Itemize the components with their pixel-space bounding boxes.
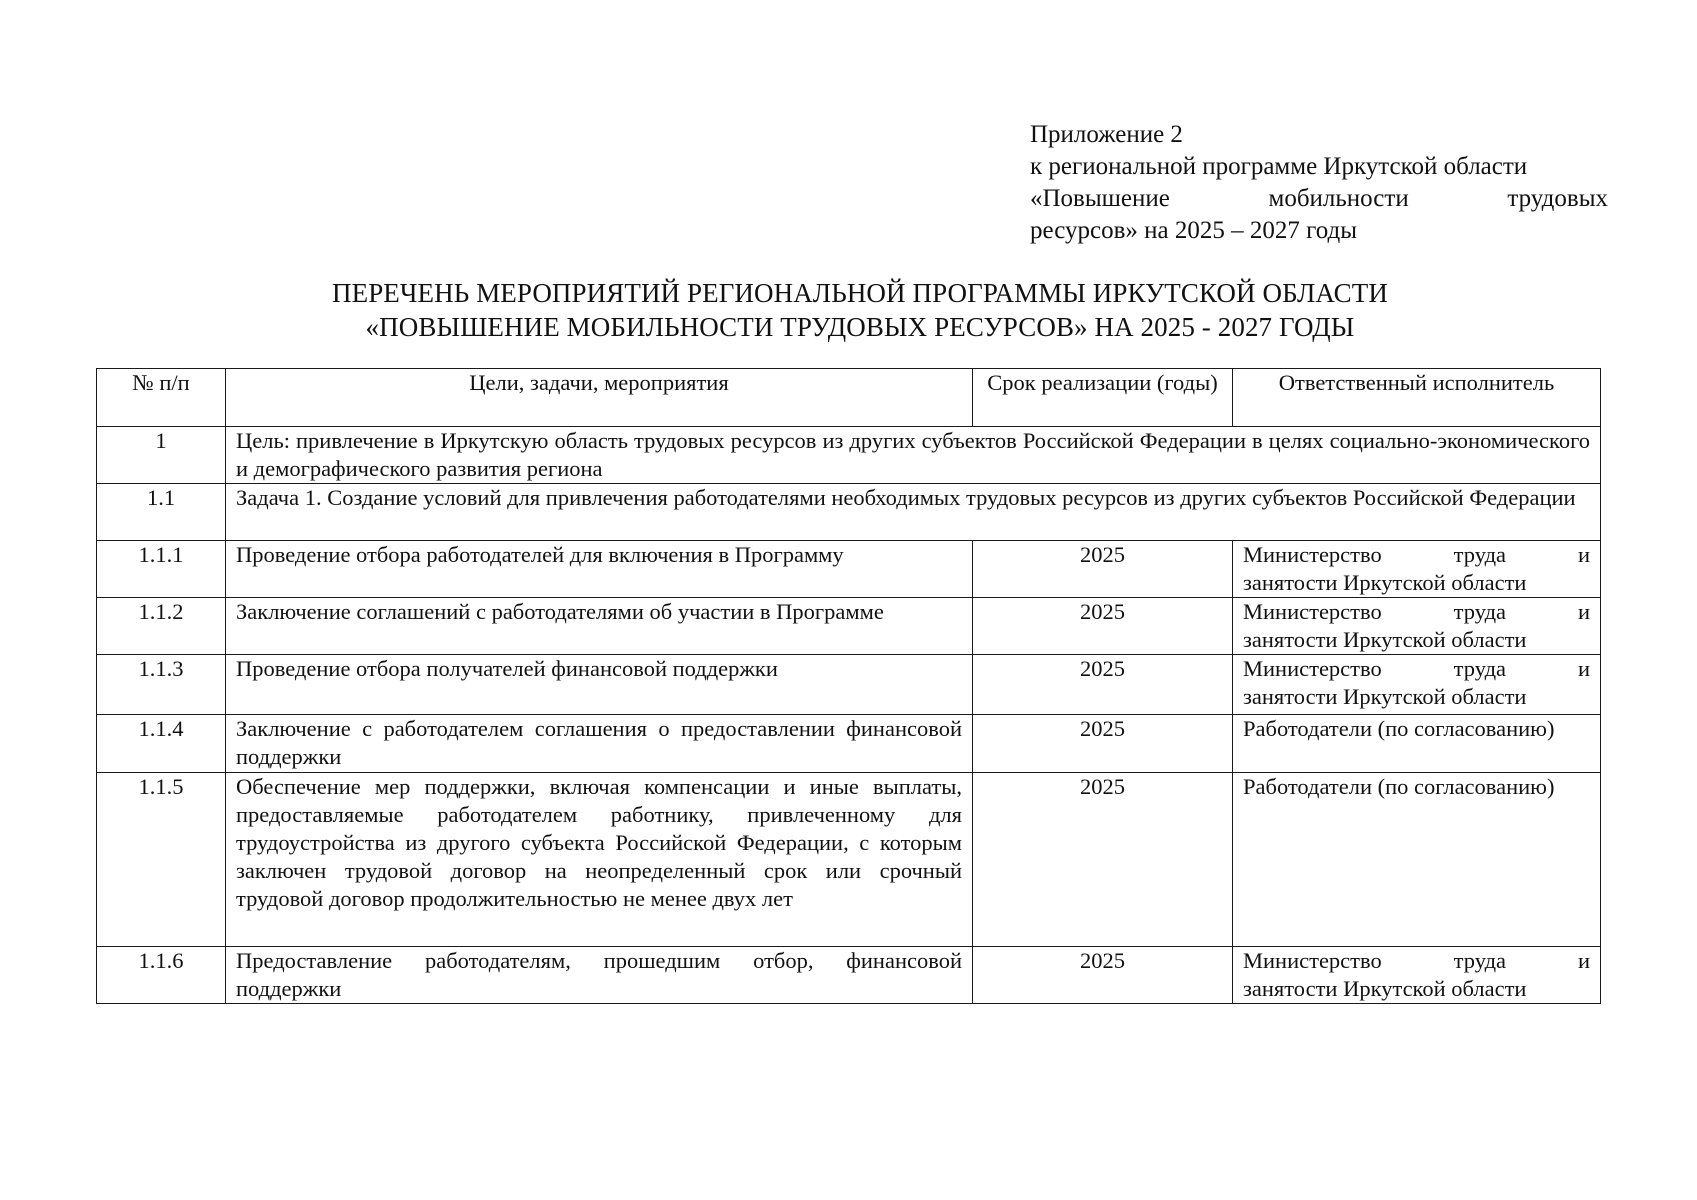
header-responsible: Ответственный исполнитель <box>1233 369 1601 427</box>
row-responsible <box>1233 655 1601 715</box>
row-number: 1.1.3 <box>97 655 226 715</box>
table-row <box>97 598 1601 655</box>
responsible-word: труда <box>1453 656 1506 681</box>
responsible-line-2: занятости Иркутской области <box>1243 570 1527 595</box>
row-activity: Заключение с работодателем соглашения о предоставлении финансовой поддержки <box>226 715 973 773</box>
attachment-program-ref: к региональной программе Иркутской области <box>1030 153 1528 180</box>
responsible-word: труда <box>1453 542 1506 567</box>
goal-text: Цель: привлечение в Иркутскую область трудовых ресурсов из других субъектов Российской Федерации в целях социально-экономического и демографического развития региона <box>226 427 1601 484</box>
row-responsible <box>1233 947 1601 1004</box>
row-number: 1.1.5 <box>97 773 226 947</box>
row-year: 2025 <box>973 598 1233 655</box>
row-number: 1.1.2 <box>97 598 226 655</box>
row-activity: Заключение соглашений с работодателями об участии в Программе <box>226 598 973 655</box>
row-year: 2025 <box>973 655 1233 715</box>
row-activity: Предоставление работодателям, прошедшим отбор, финансовой поддержки <box>226 947 973 1004</box>
table-row <box>97 655 1601 715</box>
attachment-program-name <box>1030 183 1608 215</box>
document-title <box>90 276 1630 344</box>
responsible-word: Министерство <box>1243 599 1382 624</box>
responsible-line-2: занятости Иркутской области <box>1243 684 1527 709</box>
responsible-word: и <box>1577 656 1590 681</box>
responsible-word: и <box>1577 599 1590 624</box>
responsible-word: Министерство <box>1243 656 1382 681</box>
row-year: 2025 <box>973 773 1233 947</box>
row-year: 2025 <box>973 947 1233 1004</box>
table-row <box>97 947 1601 1004</box>
task-text: Задача 1. Создание условий для привлечения работодателями необходимых трудовых ресурсов из других субъектов Российской Федерации <box>226 484 1601 541</box>
title-line-1: ПЕРЕЧЕНЬ МЕРОПРИЯТИЙ РЕГИОНАЛЬНОЙ ПРОГРАММЫ ИРКУТСКОЙ ОБЛАСТИ <box>332 278 1388 308</box>
responsible-word: Министерство <box>1243 948 1382 973</box>
header-number: № п/п <box>97 369 226 427</box>
task-row <box>97 484 1601 541</box>
row-responsible <box>1233 541 1601 598</box>
row-number: 1.1.1 <box>97 541 226 598</box>
task-number: 1.1 <box>97 484 226 541</box>
attachment-word: трудовых <box>1507 185 1608 212</box>
header-term: Срок реализации (годы) <box>973 369 1233 427</box>
table-header-row <box>97 369 1601 427</box>
row-number: 1.1.4 <box>97 715 226 773</box>
responsible-word: и <box>1577 542 1590 567</box>
row-number: 1.1.6 <box>97 947 226 1004</box>
row-year: 2025 <box>973 541 1233 598</box>
responsible-word: труда <box>1453 599 1506 624</box>
row-activity: Проведение отбора получателей финансовой поддержки <box>226 655 973 715</box>
goal-row <box>97 427 1601 484</box>
row-responsible: Работодатели (по согласованию) <box>1233 715 1601 773</box>
title-line-2: «ПОВЫШЕНИЕ МОБИЛЬНОСТИ ТРУДОВЫХ РЕСУРСОВ» НА 2025 - 2027 ГОДЫ <box>365 312 1355 342</box>
table-row <box>97 715 1601 773</box>
row-activity: Обеспечение мер поддержки, включая компенсации и иные выплаты, предоставляемые работодателем работнику, привлеченному для трудоустройства из другого субъекта Российской Федерации, с которым заключен трудовой договор на неопределенный срок или срочный трудовой договор продолжительностью не менее двух лет <box>226 773 973 947</box>
row-responsible <box>1233 598 1601 655</box>
header-activities: Цели, задачи, мероприятия <box>226 369 973 427</box>
measures-table <box>96 368 1601 1004</box>
attachment-word: мобильности <box>1268 185 1409 212</box>
attachment-label: Приложение 2 <box>1030 121 1183 148</box>
responsible-line-2: занятости Иркутской области <box>1243 976 1527 1001</box>
row-responsible: Работодатели (по согласованию) <box>1233 773 1601 947</box>
attachment-program-period: ресурсов» на 2025 – 2027 годы <box>1030 217 1358 244</box>
responsible-word: Министерство <box>1243 542 1382 567</box>
row-year: 2025 <box>973 715 1233 773</box>
goal-number: 1 <box>97 427 226 484</box>
attachment-note <box>1030 119 1608 247</box>
table-row <box>97 773 1601 947</box>
row-activity: Проведение отбора работодателей для включения в Программу <box>226 541 973 598</box>
responsible-word: и <box>1577 948 1590 973</box>
responsible-word: труда <box>1453 948 1506 973</box>
table-row <box>97 541 1601 598</box>
responsible-line-2: занятости Иркутской области <box>1243 627 1527 652</box>
attachment-word: «Повышение <box>1030 185 1170 212</box>
